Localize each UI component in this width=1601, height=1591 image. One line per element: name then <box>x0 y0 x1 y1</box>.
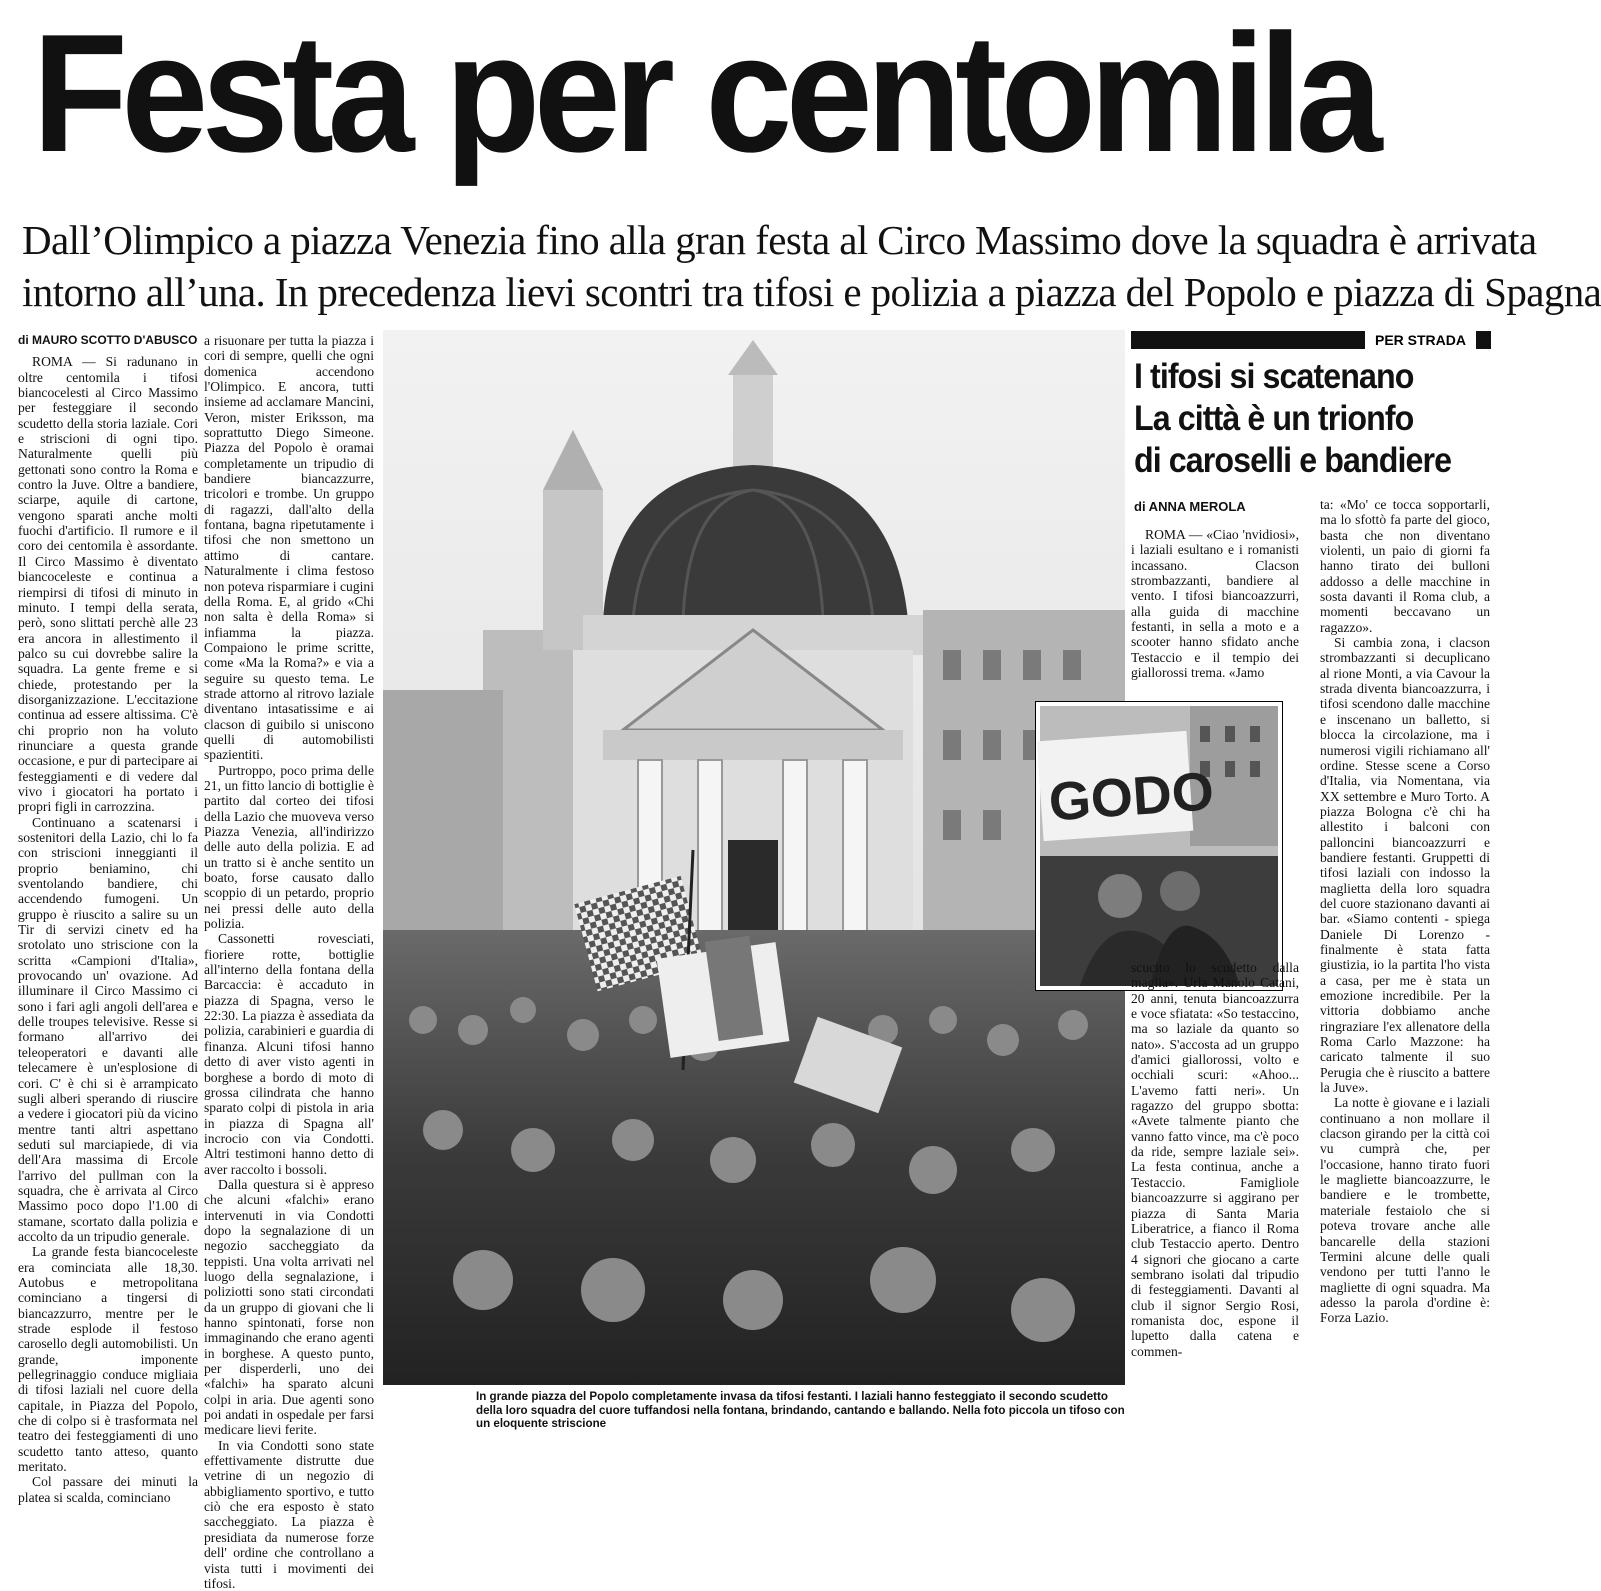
sidebar-column-1-top <box>1131 527 1299 680</box>
section-tag-label: PER STRADA <box>1362 331 1479 349</box>
main-byline: di MAURO SCOTTO D'ABUSCO <box>18 333 198 347</box>
photo-caption: In grande piazza del Popolo completamente invasa da tifosi festanti. I laziali hanno festeggiato il secondo scudetto della loro squadra del cuore tuffandosi nella fontana, brindando, cantando e ballando. Nella foto piccola un tifoso con un eloquente striscione <box>476 1390 1125 1431</box>
paragraph: Purtroppo, poco prima delle 21, un fitto lancio di bottiglie è partito dal corteo dei tifosi della Lazio che muoveva verso Piazza Venezia, all'indirizzo delle auto della polizia. E ad un tratto si è anche sentito un boato, forse causato dallo scoppio di un petardo, proprio nei pressi delle auto della polizia. <box>204 762 374 932</box>
paragraph: ROMA — «Ciao 'nvidiosi», i laziali esultano e i romanisti incassano. Clacson strombazzanti, bandiere al vento. I tifosi biancoazzurri, alla guida di macchine festanti, in sella a moto e a scooter hanno sfidato anche Testaccio e il tempio dei giallorossi trema. «Jamo <box>1131 527 1299 681</box>
subheadline-line-1: Dall’Olimpico a piazza Venezia fino alla gran festa al Circo Massimo dove la squadra è arrivata <box>22 217 1537 263</box>
paragraph: Cassonetti rovesciati, fioriere rotte, bottiglie all'interno della fontana della Barcaccia: è accaduto in piazza di Spagna, verso le 22:30. La piazza è assediata da polizia, carabinieri e guardia di finanza. Alcuni tifosi hanno detto di aver visto agenti in borghese a bordo di moto di grossa cilindrata che hanno sparato colpi di pistola in aria in piazza di Spagna all' incrocio con via Condotti. Altri testimoni hanno detto di aver raccolto i bossoli. <box>204 931 374 1177</box>
sidebar-column-2 <box>1320 497 1490 1326</box>
sidebar-byline: di ANNA MEROLA <box>1134 499 1246 514</box>
sidebar-column-1-bottom <box>1131 960 1299 1359</box>
paragraph: Si cambia zona, i clacson strombazzanti si decuplicano al rione Monti, a via Cavour la strada diventa biancoazzurra, i tifosi scendono dalle macchine e inscenano un balletto, si blocca la circolazione, ma i numerosi vigili richiamano all' ordine. Stesse scene a Corso d'Italia, via Nomentana, via XX settembre e Muro Torto. A piazza Bologna c'è chi ha allestito i balconi con palloncini biancoazzurri e bandiere festanti. Gruppetti di tifosi laziali con indosso la maglietta della loro squadra del cuore stazionano davanti ai bar. «Siamo contenti - spiega Daniele Di Lorenzo - finalmente è stata fatta giustizia, io la partita l'ho vista a casa, per me è stata un emozione incredibile. Per la vittoria dobbiamo anche ringraziare l'ex allenatore della Roma Carlo Mazzone: ha caricato talmente il suo Perugia che è riuscito a battere la Juve». <box>1320 635 1490 1096</box>
paragraph: La grande festa biancoceleste era cominciata alle 18,30. Autobus e metropolitana cominciano a tingersi di biancazzurro, mentre per le strade esplode il festoso carosello degli automobilisti. Un grande, imponente pellegrinaggio conduce migliaia di tifosi laziali nel cuore della capitale, in Piazza del Popolo, che di colpo si è trasformata nel teatro dei festeggiamenti di uno scudetto tanto atteso, quanto meritato. <box>18 1244 198 1475</box>
paragraph: Col passare dei minuti la platea si scalda, cominciano <box>18 1474 198 1505</box>
headline: Festa per centomila <box>32 0 1377 187</box>
banner-text: GODO <box>1046 761 1216 833</box>
paragraph: scucito lo scudetto dalla maglia». Urla Manolo Catani, 20 anni, tenuta biancoazzurra e voce sfiatata: «So testaccino, ma so laziale da quanto so nato». S'accosta ad un gruppo d'amici giallorossi, volto e occhiali scuri: «Ahoo... L'avemo fatti neri». Un ragazzo del gruppo sbotta: «Avete talmente pianto che vanno fatto vince, ma c'è poco da ride, sempre laziale sei». La festa continua, anche a Testaccio. Famigliole biancoazzurre si aggirano per piazza di Santa Maria Liberatrice, a fianco il Roma club Testaccio aperto. Dentro 4 signori che giocano a carte sembrano isolati dal tripudio di festeggiamenti. Davanti al club il signor Sergio Rosi, romanista doc, espone il lupetto dalla catena e commen- <box>1131 960 1299 1359</box>
subheadline <box>22 214 1601 318</box>
article-column-1 <box>18 333 198 1505</box>
sidebar-title <box>1134 356 1465 482</box>
paragraph: In via Condotti sono state effettivamente distrutte due vetrine di un negozio di abbigliamento sportivo, e tutto ciò che era esposto è stato saccheggiato. La piazza è presidiata da numerose forze dell' ordine che controllano a vista tutti i movimenti dei tifosi. <box>204 1437 374 1591</box>
sidebar-title-line: di caroselli e bandiere <box>1134 441 1452 480</box>
sidebar-title-line: La città è un trionfo <box>1134 399 1414 438</box>
subheadline-line-2: intorno all’una. In precedenza lievi scontri tra tifosi e polizia a piazza del Popolo e piazza di Spagna <box>22 269 1601 315</box>
main-photo-piazza-del-popolo <box>383 330 1125 1385</box>
paragraph: Continuano a scatenarsi i sostenitori della Lazio, chi lo fa con striscioni inneggianti il proprio beniamino, chi sventolando bandiere, chi accendendo fumogeni. Un gruppo è riuscito a salire su un Tir di servizi cinetv ed ha srotolato uno striscione con la scritta «Campioni d'Italia», provocando un' ovazione. Ad illuminare il Circo Massimo ci sono i fari agli angoli dell'area e delle troupes televisive. Resse si formano all'arrivo dei teleoperatori e davanti alle telecamere è un'esplosione di cori. C' è chi si è arrampicato sugli alberi sperando di riuscire a vedere i giocatori più da vicino mentre tanti altri aspettano seduti sul marciapiede, di via dell'Ara massima di Ercole l'arrivo del pullman con la squadra, che è arrivata al Circo Massimo poco dopo l'1.00 di stamane, scortato dalla polizia e accolto da un tripudio generale. <box>18 814 198 1244</box>
sidebar-title-line: I tifosi si scatenano <box>1134 357 1414 396</box>
paragraph: ROMA — Si radunano in oltre centomila i tifosi biancocelesti al Circo Massimo per festeggiare il secondo scudetto della storia laziale. Cori e striscioni di ogni tipo. Naturalmente quelli più gettonati sono contro la Roma e contro la Juve. Oltre a bandiere, sciarpe, aquile di cartone, vengono sparati anche molti fuochi d'artificio. Il rumore e il coro dei centomila è assordante. Il Circo Massimo è diventato biancoceleste e continua a riempirsi di tifosi di minuto in minuto. I tempi della serata, però, sono slittati perchè alle 23 era ancora in allestimento il palco su cui dovrebbe salire la squadra. La gente freme e si chiede, protestando per la disorganizzazione. L'eccitazione continua ad essere altissima. C'è chi proprio non ha voluto rinunciare a questa grande occasione, e pur di partecipare ai festeggiamenti e di vedere dal vivo i giocatori ha portato i propri figli in carrozzina. <box>18 354 198 815</box>
small-photo-fan-banner <box>1036 702 1282 990</box>
paragraph: La notte è giovane e i laziali continuano a non mollare il clacson girando per la città coi vu cumprà che, per l'occasione, hanno tirato fuori le magliette biancoazzurre, le bandiere e le trombette, materiale festaiolo che si poteva trovare anche alle bancarelle della stazioni Termini alcune delle quali vendono per tutti l'anno le magliette di ogni squadra. Ma adesso la parola d'ordine è: Forza Lazio. <box>1320 1095 1490 1326</box>
section-tag <box>1131 331 1491 349</box>
paragraph: a risuonare per tutta la piazza i cori di sempre, quelli che ogni domenica accendono l'Olimpico. E ancora, tutti insieme ad acclamare Mancini, Veron, mister Eriksson, ma soprattutto Diego Simeone. Piazza del Popolo è oramai completamente un tripudio di bandiere biancazzurre, tricolori e trombe. Un gruppo di ragazzi, dall'alto della fontana, bagna ripetutamente i tifosi che non smettono un attimo di cantare. Naturalmente i clima festoso non poteva risparmiare i cugini della Roma. E, al grido «Chi non salta è della Roma» si infiamma la piazza. Compaiono le prime scritte, come «Ma la Roma?» e via a seguire su questo tema. Le strade attorno al ritrovo laziale diventano intasatissime e ai clacson di guibilo si uniscono quelli di automobilisti spazientiti. <box>204 333 374 763</box>
paragraph: Dalla questura si è appreso che alcuni «falchi» erano intervenuti in via Condotti dopo la segnalazione di un negozio saccheggiato da teppisti. Una volta arrivati nel luogo della segnalazione, i poliziotti sono stati circondati da un gruppo di giovani che li hanno spintonati, forse non immaginando che erano agenti in borghese. A questo punto, per disperderli, uno dei «falchi» ha sparato alcuni colpi in aria. Due agenti sono poi andati in ospedale per farsi medicare lievi ferite. <box>204 1176 374 1438</box>
article-column-2 <box>204 333 374 1591</box>
paragraph: ta: «Mo' ce tocca sopportarli, ma lo sfottò fa parte del gioco, basta che non diventano violenti, un paio di giorni fa hanno tirato dei bulloni addosso a delle macchine in sosta davanti il Roma club, a momenti beccavano un ragazzo». <box>1320 497 1490 635</box>
